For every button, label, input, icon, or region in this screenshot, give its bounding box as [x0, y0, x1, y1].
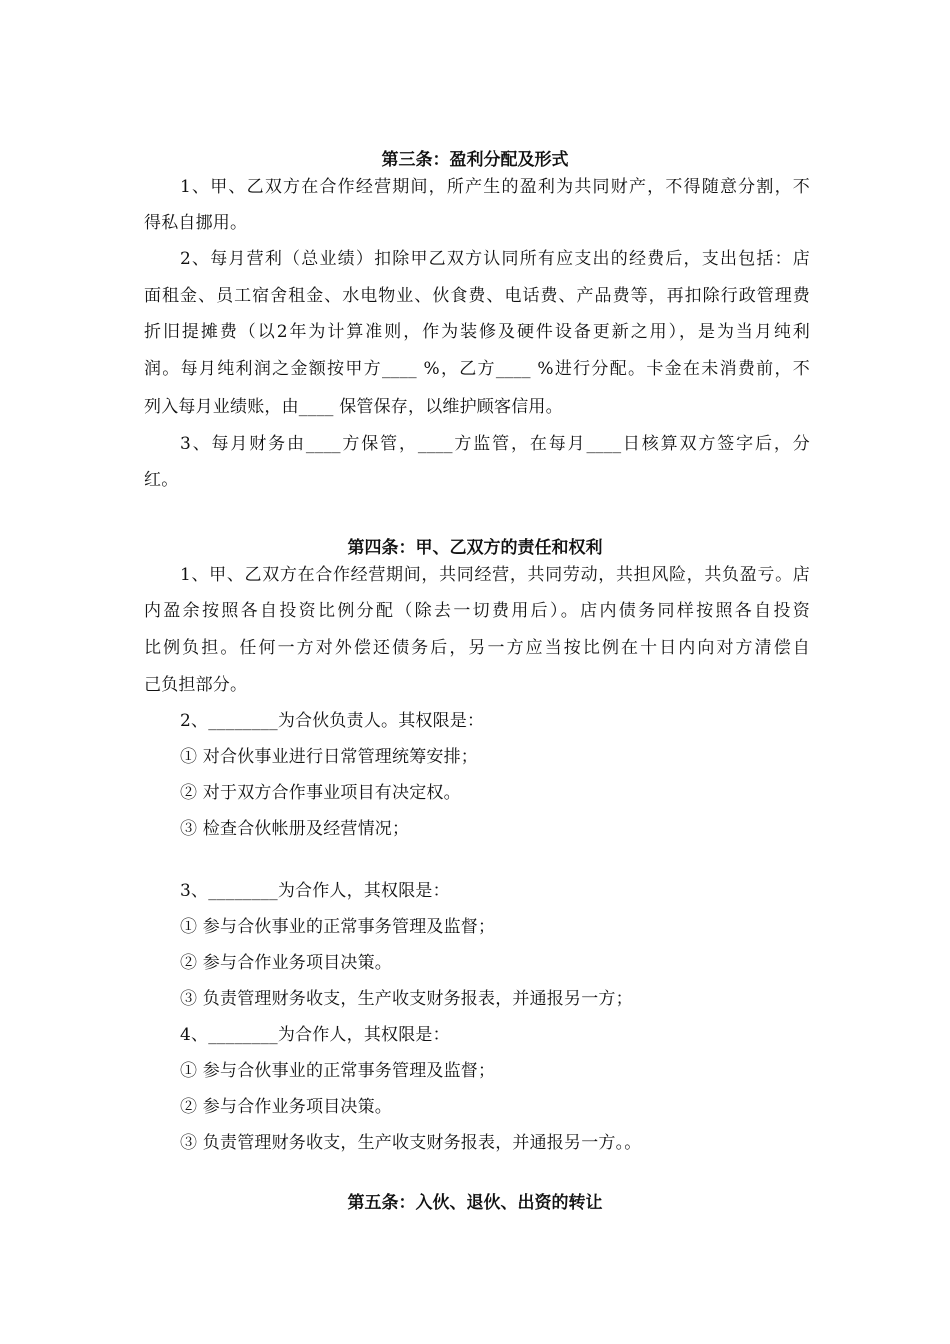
section-3-heading: 第三条：盈利分配及形式: [381, 150, 569, 170]
list-item: ② 参与合作业务项目决策。: [180, 1097, 393, 1117]
paragraph-line: 1、甲、乙双方在合作经营期间，所产生的盈利为共同财产，不得随意分割，不: [180, 177, 810, 197]
paragraph-line: 1、甲、乙双方在合作经营期间，共同经营，共同劳动，共担风险，共负盈亏。店: [180, 565, 810, 585]
paragraph-line: 2、________为合伙负责人。其权限是：: [180, 711, 485, 731]
paragraph-line: 3、每月财务由____方保管，____方监管，在每月____日核算双方签字后，分: [180, 434, 810, 454]
section-5-heading: 第五条：入伙、退伙、出资的转让: [347, 1193, 603, 1213]
list-item: ② 参与合作业务项目决策。: [180, 953, 393, 973]
paragraph-line: 红。: [144, 470, 179, 490]
paragraph-line: 己负担部分。: [144, 675, 248, 695]
paragraph-line: 3、________为合作人，其权限是：: [180, 881, 450, 901]
paragraph-line: 4、________为合作人，其权限是：: [180, 1025, 450, 1045]
paragraph-line: 面租金、员工宿舍租金、水电物业、伙食费、电话费、产品费等，再扣除行政管理费: [144, 286, 810, 306]
paragraph-line: 内盈余按照各自投资比例分配（除去一切费用后）。店内债务同样按照各自投资: [144, 601, 810, 621]
paragraph-line: 润。每月纯利润之金额按甲方____ %，乙方____ %进行分配。卡金在未消费前，不: [144, 359, 810, 379]
list-item: ② 对于双方合作事业项目有决定权。: [180, 783, 461, 803]
list-item: ③ 负责管理财务收支，生产收支财务报表，并通报另一方；: [180, 989, 633, 1009]
paragraph-line: 折旧提摊费（以2年为计算准则，作为装修及硬件设备更新之用），是为当月纯利: [144, 322, 810, 342]
list-item: ① 对合伙事业进行日常管理统筹安排；: [180, 747, 479, 767]
list-item: ① 参与合伙事业的正常事务管理及监督；: [180, 917, 496, 937]
paragraph-line: 得私自挪用。: [144, 213, 248, 233]
paragraph-line: 比例负担。任何一方对外偿还债务后，另一方应当按比例在十日内向对方清偿自: [144, 638, 810, 658]
list-item: ③ 检查合伙帐册及经营情况；: [180, 819, 410, 839]
paragraph-line: 列入每月业绩账，由____ 保管保存，以维护顾客信用。: [144, 397, 563, 417]
list-item: ③ 负责管理财务收支，生产收支财务报表，并通报另一方。。: [180, 1133, 642, 1153]
section-4-heading: 第四条：甲、乙双方的责任和权利: [347, 538, 603, 558]
list-item: ① 参与合伙事业的正常事务管理及监督；: [180, 1061, 496, 1081]
paragraph-line: 2、每月营利（总业绩）扣除甲乙双方认同所有应支出的经费后，支出包括：店: [180, 249, 810, 269]
